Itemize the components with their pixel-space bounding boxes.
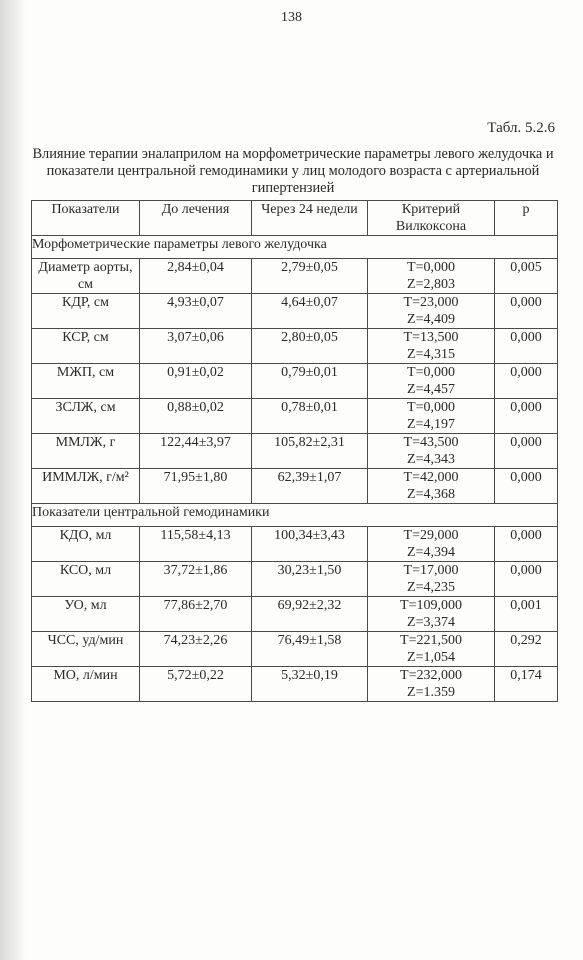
section-title: Морфометрические параметры левого желудочка — [32, 236, 558, 259]
wilcoxon-cell — [368, 469, 495, 504]
p-value-cell: 0,001 — [495, 597, 558, 632]
before-treatment-cell: 71,95±1,80 — [140, 469, 252, 504]
wilcoxon-cell — [368, 364, 495, 399]
wilcoxon-cell — [368, 434, 495, 469]
wilcoxon-cell — [368, 399, 495, 434]
table-body — [32, 236, 558, 702]
data-table — [31, 200, 558, 702]
after-24-weeks-cell: 4,64±0,07 — [252, 294, 368, 329]
wilcoxon-t-value: T=43,500 — [403, 435, 459, 450]
wilcoxon-z-value: Z=4,343 — [407, 452, 455, 467]
wilcoxon-cell — [368, 259, 495, 294]
wilcoxon-t-value: T=232,000 — [400, 668, 462, 683]
wilcoxon-z-value: Z=1.359 — [407, 685, 455, 700]
p-value-cell: 0,005 — [495, 259, 558, 294]
wilcoxon-cell — [368, 329, 495, 364]
header-cell: p — [495, 201, 558, 236]
indicator-cell: ЗСЛЖ, см — [32, 399, 140, 434]
table-row — [32, 294, 558, 329]
table-row — [32, 632, 558, 667]
wilcoxon-cell — [368, 597, 495, 632]
section-title: Показатели центральной гемодинамики — [32, 504, 558, 527]
after-24-weeks-cell: 30,23±1,50 — [252, 562, 368, 597]
header-cell: Критерий Вилкоксона — [368, 201, 495, 236]
before-treatment-cell: 3,07±0,06 — [140, 329, 252, 364]
p-value-cell: 0,000 — [495, 527, 558, 562]
before-treatment-cell: 122,44±3,97 — [140, 434, 252, 469]
wilcoxon-t-value: T=109,000 — [400, 598, 462, 613]
wilcoxon-t-value: T=221,500 — [400, 633, 462, 648]
wilcoxon-cell — [368, 667, 495, 702]
header-row — [32, 201, 558, 236]
before-treatment-cell: 0,91±0,02 — [140, 364, 252, 399]
section-row — [32, 236, 558, 259]
p-value-cell: 0,000 — [495, 329, 558, 364]
indicator-cell: КСО, мл — [32, 562, 140, 597]
p-value-cell: 0,000 — [495, 294, 558, 329]
indicator-cell: ИММЛЖ, г/м² — [32, 469, 140, 504]
before-treatment-cell: 77,86±2,70 — [140, 597, 252, 632]
before-treatment-cell: 37,72±1,86 — [140, 562, 252, 597]
wilcoxon-t-value: T=13,500 — [403, 330, 459, 345]
after-24-weeks-cell: 0,78±0,01 — [252, 399, 368, 434]
before-treatment-cell: 0,88±0,02 — [140, 399, 252, 434]
wilcoxon-cell — [368, 562, 495, 597]
indicator-cell: ЧСС, уд/мин — [32, 632, 140, 667]
page-number: 138 — [281, 10, 302, 25]
table-label: Табл. 5.2.6 — [487, 120, 555, 136]
wilcoxon-z-value: Z=4,368 — [407, 487, 455, 502]
after-24-weeks-cell: 105,82±2,31 — [252, 434, 368, 469]
before-treatment-cell: 4,93±0,07 — [140, 294, 252, 329]
p-value-cell: 0,000 — [495, 469, 558, 504]
wilcoxon-t-value: T=29,000 — [403, 528, 459, 543]
p-value-cell: 0,000 — [495, 562, 558, 597]
wilcoxon-z-value: Z=4,457 — [407, 382, 455, 397]
after-24-weeks-cell: 5,32±0,19 — [252, 667, 368, 702]
p-value-cell: 0,000 — [495, 364, 558, 399]
wilcoxon-t-value: T=0,000 — [407, 400, 455, 415]
indicator-cell: УО, мл — [32, 597, 140, 632]
indicator-cell: МЖП, см — [32, 364, 140, 399]
table-row — [32, 434, 558, 469]
header-cell: Через 24 недели — [252, 201, 368, 236]
book-spine-shadow — [0, 0, 26, 960]
header-cell: Показатели — [32, 201, 140, 236]
wilcoxon-z-value: Z=3,374 — [407, 615, 455, 630]
wilcoxon-cell — [368, 294, 495, 329]
after-24-weeks-cell: 2,79±0,05 — [252, 259, 368, 294]
table-caption: Влияние терапии эналаприлом на морфометрические параметры левого желудочка и показатели центральной гемодинамики у лиц молодого возраста с артериальной гипертензией — [32, 146, 554, 196]
table-row — [32, 364, 558, 399]
indicator-cell: КСР, см — [32, 329, 140, 364]
wilcoxon-t-value: T=17,000 — [403, 563, 459, 578]
before-treatment-cell: 5,72±0,22 — [140, 667, 252, 702]
table-row — [32, 259, 558, 294]
indicator-cell: КДР, см — [32, 294, 140, 329]
wilcoxon-cell — [368, 527, 495, 562]
wilcoxon-z-value: Z=1,054 — [407, 650, 455, 665]
wilcoxon-t-value: T=0,000 — [407, 365, 455, 380]
after-24-weeks-cell: 76,49±1,58 — [252, 632, 368, 667]
indicator-cell: Диаметр аорты, см — [32, 259, 140, 294]
after-24-weeks-cell: 69,92±2,32 — [252, 597, 368, 632]
after-24-weeks-cell: 100,34±3,43 — [252, 527, 368, 562]
p-value-cell: 0,000 — [495, 434, 558, 469]
wilcoxon-t-value: T=23,000 — [403, 295, 459, 310]
table-row — [32, 329, 558, 364]
header-cell: До лечения — [140, 201, 252, 236]
indicator-cell: ММЛЖ, г — [32, 434, 140, 469]
p-value-cell: 0,174 — [495, 667, 558, 702]
wilcoxon-z-value: Z=4,315 — [407, 347, 455, 362]
before-treatment-cell: 115,58±4,13 — [140, 527, 252, 562]
p-value-cell: 0,292 — [495, 632, 558, 667]
table-row — [32, 667, 558, 702]
wilcoxon-t-value: T=42,000 — [403, 470, 459, 485]
p-value-cell: 0,000 — [495, 399, 558, 434]
before-treatment-cell: 2,84±0,04 — [140, 259, 252, 294]
wilcoxon-z-value: Z=4,409 — [407, 312, 455, 327]
after-24-weeks-cell: 62,39±1,07 — [252, 469, 368, 504]
table-row — [32, 562, 558, 597]
wilcoxon-t-value: T=0,000 — [407, 260, 455, 275]
indicator-cell: КДО, мл — [32, 527, 140, 562]
after-24-weeks-cell: 0,79±0,01 — [252, 364, 368, 399]
table-row — [32, 527, 558, 562]
indicator-cell: МО, л/мин — [32, 667, 140, 702]
wilcoxon-z-value: Z=2,803 — [407, 277, 455, 292]
wilcoxon-z-value: Z=4,197 — [407, 417, 455, 432]
before-treatment-cell: 74,23±2,26 — [140, 632, 252, 667]
table-row — [32, 469, 558, 504]
table-row — [32, 399, 558, 434]
wilcoxon-cell — [368, 632, 495, 667]
table-row — [32, 597, 558, 632]
wilcoxon-z-value: Z=4,394 — [407, 545, 455, 560]
wilcoxon-z-value: Z=4,235 — [407, 580, 455, 595]
section-row — [32, 504, 558, 527]
after-24-weeks-cell: 2,80±0,05 — [252, 329, 368, 364]
